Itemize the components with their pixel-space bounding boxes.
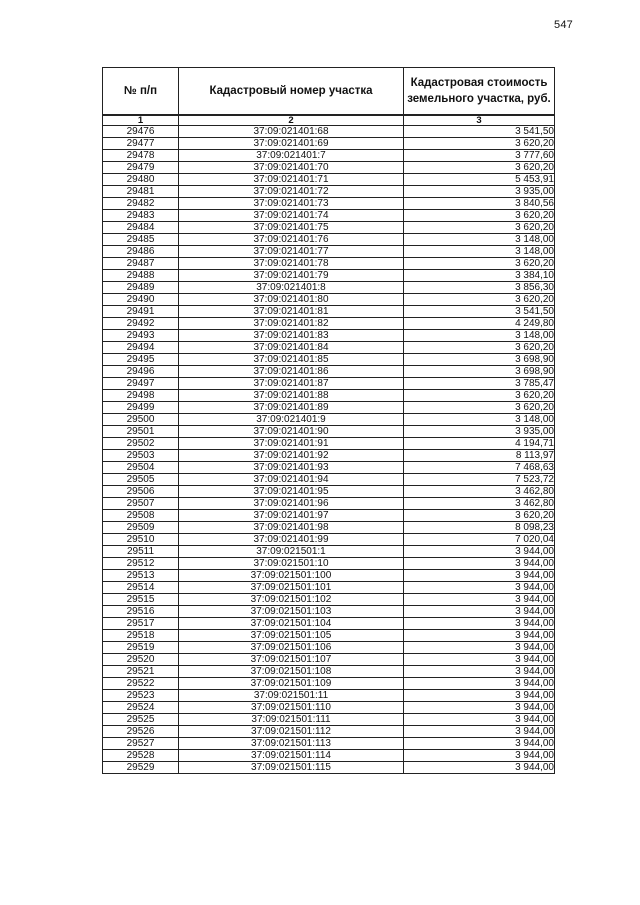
cadastral-table — [102, 67, 555, 774]
table-row — [103, 726, 555, 738]
table-row — [103, 330, 555, 342]
cadastral-number-cell: 37:09:021401:72 — [179, 186, 404, 198]
cadastral-number-cell: 37:09:021401:71 — [179, 174, 404, 186]
cadastral-number-cell: 37:09:021501:113 — [179, 738, 404, 750]
row-number-cell: 29489 — [103, 282, 179, 294]
row-number-cell: 29527 — [103, 738, 179, 750]
cadastral-value-cell: 3 840,56 — [404, 198, 555, 210]
header-cadastral-value: Кадастровая стоимость земельного участка, руб. — [404, 68, 555, 116]
table-header-row — [103, 68, 555, 116]
cadastral-value-cell: 3 777,60 — [404, 150, 555, 162]
table-row — [103, 402, 555, 414]
cadastral-value-cell: 3 944,00 — [404, 570, 555, 582]
row-number-cell: 29477 — [103, 138, 179, 150]
table-row — [103, 462, 555, 474]
cadastral-value-cell: 3 620,20 — [404, 342, 555, 354]
cadastral-number-cell: 37:09:021501:104 — [179, 618, 404, 630]
row-number-cell: 29505 — [103, 474, 179, 486]
table-row — [103, 378, 555, 390]
cadastral-number-cell: 37:09:021401:88 — [179, 390, 404, 402]
row-number-cell: 29529 — [103, 762, 179, 774]
cadastral-number-cell: 37:09:021401:77 — [179, 246, 404, 258]
row-number-cell: 29510 — [103, 534, 179, 546]
cadastral-value-cell: 3 944,00 — [404, 702, 555, 714]
cadastral-number-cell: 37:09:021401:80 — [179, 294, 404, 306]
table-row — [103, 714, 555, 726]
row-number-cell: 29514 — [103, 582, 179, 594]
table-row — [103, 150, 555, 162]
cadastral-value-cell: 3 944,00 — [404, 642, 555, 654]
table-row — [103, 678, 555, 690]
cadastral-value-cell: 3 620,20 — [404, 510, 555, 522]
row-number-cell: 29506 — [103, 486, 179, 498]
cadastral-value-cell: 3 148,00 — [404, 234, 555, 246]
row-number-cell: 29478 — [103, 150, 179, 162]
cadastral-value-cell: 3 944,00 — [404, 630, 555, 642]
table-row — [103, 486, 555, 498]
table-row — [103, 354, 555, 366]
table-row — [103, 222, 555, 234]
row-number-cell: 29494 — [103, 342, 179, 354]
cadastral-value-cell: 3 384,10 — [404, 270, 555, 282]
row-number-cell: 29520 — [103, 654, 179, 666]
cadastral-value-cell: 3 944,00 — [404, 654, 555, 666]
cadastral-value-cell: 3 944,00 — [404, 618, 555, 630]
cadastral-value-cell: 3 944,00 — [404, 714, 555, 726]
row-number-cell: 29519 — [103, 642, 179, 654]
table-row — [103, 258, 555, 270]
cadastral-value-cell: 3 944,00 — [404, 558, 555, 570]
row-number-cell: 29521 — [103, 666, 179, 678]
table-row — [103, 642, 555, 654]
cadastral-value-cell: 3 620,20 — [404, 210, 555, 222]
cadastral-number-cell: 37:09:021401:78 — [179, 258, 404, 270]
cadastral-number-cell: 37:09:021401:97 — [179, 510, 404, 522]
row-number-cell: 29497 — [103, 378, 179, 390]
row-number-cell: 29476 — [103, 126, 179, 138]
table-row — [103, 174, 555, 186]
row-number-cell: 29480 — [103, 174, 179, 186]
table-row — [103, 498, 555, 510]
cadastral-number-cell: 37:09:021501:114 — [179, 750, 404, 762]
cadastral-value-cell: 3 148,00 — [404, 414, 555, 426]
cadastral-value-cell: 7 020,04 — [404, 534, 555, 546]
table-row — [103, 510, 555, 522]
row-number-cell: 29523 — [103, 690, 179, 702]
cadastral-value-cell: 4 249,80 — [404, 318, 555, 330]
row-number-cell: 29482 — [103, 198, 179, 210]
table-row — [103, 594, 555, 606]
row-number-cell: 29500 — [103, 414, 179, 426]
cadastral-value-cell: 3 620,20 — [404, 162, 555, 174]
table-row — [103, 414, 555, 426]
cadastral-value-cell: 3 944,00 — [404, 750, 555, 762]
cadastral-value-cell: 3 148,00 — [404, 246, 555, 258]
row-number-cell: 29515 — [103, 594, 179, 606]
row-number-cell: 29512 — [103, 558, 179, 570]
cadastral-number-cell: 37:09:021401:7 — [179, 150, 404, 162]
row-number-cell: 29479 — [103, 162, 179, 174]
cadastral-number-cell: 37:09:021501:115 — [179, 762, 404, 774]
cadastral-number-cell: 37:09:021401:92 — [179, 450, 404, 462]
cadastral-number-cell: 37:09:021501:110 — [179, 702, 404, 714]
row-number-cell: 29498 — [103, 390, 179, 402]
table-row — [103, 606, 555, 618]
cadastral-value-cell: 3 944,00 — [404, 594, 555, 606]
table-row — [103, 162, 555, 174]
cadastral-value-cell: 3 944,00 — [404, 726, 555, 738]
cadastral-number-cell: 37:09:021401:82 — [179, 318, 404, 330]
row-number-cell: 29486 — [103, 246, 179, 258]
header-row-number: № п/п — [103, 68, 179, 116]
cadastral-number-cell: 37:09:021401:70 — [179, 162, 404, 174]
cadastral-number-cell: 37:09:021501:1 — [179, 546, 404, 558]
cadastral-number-cell: 37:09:021401:81 — [179, 306, 404, 318]
row-number-cell: 29528 — [103, 750, 179, 762]
cadastral-value-cell: 3 620,20 — [404, 222, 555, 234]
cadastral-number-cell: 37:09:021401:69 — [179, 138, 404, 150]
table-row — [103, 282, 555, 294]
cadastral-value-cell: 3 944,00 — [404, 738, 555, 750]
table-row — [103, 750, 555, 762]
row-number-cell: 29495 — [103, 354, 179, 366]
table-row — [103, 654, 555, 666]
column-number-2: 2 — [179, 115, 404, 126]
cadastral-number-cell: 37:09:021501:102 — [179, 594, 404, 606]
cadastral-number-cell: 37:09:021401:8 — [179, 282, 404, 294]
row-number-cell: 29522 — [103, 678, 179, 690]
cadastral-number-cell: 37:09:021401:85 — [179, 354, 404, 366]
table-row — [103, 342, 555, 354]
cadastral-value-cell: 8 113,97 — [404, 450, 555, 462]
cadastral-number-cell: 37:09:021501:109 — [179, 678, 404, 690]
cadastral-number-cell: 37:09:021401:84 — [179, 342, 404, 354]
table-row — [103, 762, 555, 774]
cadastral-value-cell: 8 098,23 — [404, 522, 555, 534]
cadastral-number-cell: 37:09:021501:106 — [179, 642, 404, 654]
row-number-cell: 29487 — [103, 258, 179, 270]
cadastral-value-cell: 3 935,00 — [404, 426, 555, 438]
cadastral-number-cell: 37:09:021501:108 — [179, 666, 404, 678]
cadastral-number-cell: 37:09:021401:93 — [179, 462, 404, 474]
cadastral-number-cell: 37:09:021401:87 — [179, 378, 404, 390]
page-number: 547 — [554, 19, 573, 31]
cadastral-value-cell: 3 620,20 — [404, 138, 555, 150]
cadastral-value-cell: 3 944,00 — [404, 762, 555, 774]
row-number-cell: 29496 — [103, 366, 179, 378]
cadastral-number-cell: 37:09:021401:68 — [179, 126, 404, 138]
cadastral-value-cell: 3 785,47 — [404, 378, 555, 390]
cadastral-number-cell: 37:09:021401:74 — [179, 210, 404, 222]
table-row — [103, 126, 555, 138]
cadastral-value-cell: 4 194,71 — [404, 438, 555, 450]
cadastral-value-cell: 3 698,90 — [404, 354, 555, 366]
cadastral-number-cell: 37:09:021401:89 — [179, 402, 404, 414]
row-number-cell: 29518 — [103, 630, 179, 642]
cadastral-number-cell: 37:09:021401:83 — [179, 330, 404, 342]
table-row — [103, 570, 555, 582]
table-row — [103, 738, 555, 750]
row-number-cell: 29490 — [103, 294, 179, 306]
row-number-cell: 29499 — [103, 402, 179, 414]
row-number-cell: 29511 — [103, 546, 179, 558]
table-row — [103, 210, 555, 222]
row-number-cell: 29493 — [103, 330, 179, 342]
cadastral-value-cell: 3 944,00 — [404, 606, 555, 618]
row-number-cell: 29502 — [103, 438, 179, 450]
table-row — [103, 186, 555, 198]
table-row — [103, 318, 555, 330]
table-body — [103, 126, 555, 774]
cadastral-number-cell: 37:09:021401:9 — [179, 414, 404, 426]
cadastral-number-cell: 37:09:021501:100 — [179, 570, 404, 582]
table-row — [103, 582, 555, 594]
row-number-cell: 29491 — [103, 306, 179, 318]
cadastral-value-cell: 3 698,90 — [404, 366, 555, 378]
cadastral-value-cell: 3 620,20 — [404, 390, 555, 402]
cadastral-number-cell: 37:09:021401:76 — [179, 234, 404, 246]
cadastral-number-cell: 37:09:021401:90 — [179, 426, 404, 438]
cadastral-value-cell: 3 944,00 — [404, 546, 555, 558]
cadastral-number-cell: 37:09:021401:75 — [179, 222, 404, 234]
table-row — [103, 234, 555, 246]
table-row — [103, 546, 555, 558]
cadastral-value-cell: 3 944,00 — [404, 666, 555, 678]
cadastral-value-cell: 3 541,50 — [404, 126, 555, 138]
table-row — [103, 198, 555, 210]
column-number-1: 1 — [103, 115, 179, 126]
cadastral-number-cell: 37:09:021401:91 — [179, 438, 404, 450]
table-row — [103, 534, 555, 546]
row-number-cell: 29525 — [103, 714, 179, 726]
cadastral-value-cell: 3 620,20 — [404, 402, 555, 414]
table-row — [103, 138, 555, 150]
cadastral-number-cell: 37:09:021501:101 — [179, 582, 404, 594]
cadastral-value-cell: 5 453,91 — [404, 174, 555, 186]
row-number-cell: 29484 — [103, 222, 179, 234]
table-row — [103, 474, 555, 486]
table-row — [103, 270, 555, 282]
table-row — [103, 558, 555, 570]
cadastral-value-cell: 3 462,80 — [404, 486, 555, 498]
table-row — [103, 630, 555, 642]
cadastral-value-cell: 3 944,00 — [404, 582, 555, 594]
cadastral-number-cell: 37:09:021401:95 — [179, 486, 404, 498]
cadastral-number-cell: 37:09:021401:86 — [179, 366, 404, 378]
column-number-3: 3 — [404, 115, 555, 126]
column-number-row — [103, 115, 555, 126]
table-row — [103, 702, 555, 714]
cadastral-number-cell: 37:09:021501:103 — [179, 606, 404, 618]
row-number-cell: 29524 — [103, 702, 179, 714]
row-number-cell: 29507 — [103, 498, 179, 510]
cadastral-number-cell: 37:09:021501:11 — [179, 690, 404, 702]
table-row — [103, 690, 555, 702]
cadastral-number-cell: 37:09:021401:99 — [179, 534, 404, 546]
table-row — [103, 450, 555, 462]
row-number-cell: 29508 — [103, 510, 179, 522]
table-row — [103, 390, 555, 402]
row-number-cell: 29509 — [103, 522, 179, 534]
cadastral-number-cell: 37:09:021501:105 — [179, 630, 404, 642]
row-number-cell: 29501 — [103, 426, 179, 438]
table-row — [103, 426, 555, 438]
cadastral-value-cell: 7 468,63 — [404, 462, 555, 474]
cadastral-value-cell: 3 148,00 — [404, 330, 555, 342]
row-number-cell: 29517 — [103, 618, 179, 630]
cadastral-number-cell: 37:09:021401:98 — [179, 522, 404, 534]
cadastral-value-cell: 3 462,80 — [404, 498, 555, 510]
table-row — [103, 294, 555, 306]
row-number-cell: 29513 — [103, 570, 179, 582]
cadastral-number-cell: 37:09:021501:112 — [179, 726, 404, 738]
cadastral-number-cell: 37:09:021401:94 — [179, 474, 404, 486]
row-number-cell: 29485 — [103, 234, 179, 246]
cadastral-number-cell: 37:09:021401:96 — [179, 498, 404, 510]
table-row — [103, 522, 555, 534]
table-row — [103, 306, 555, 318]
row-number-cell: 29503 — [103, 450, 179, 462]
cadastral-number-cell: 37:09:021501:111 — [179, 714, 404, 726]
table-row — [103, 438, 555, 450]
table-row — [103, 666, 555, 678]
cadastral-value-cell: 7 523,72 — [404, 474, 555, 486]
table-row — [103, 246, 555, 258]
table-row — [103, 618, 555, 630]
cadastral-value-cell: 3 620,20 — [404, 294, 555, 306]
row-number-cell: 29526 — [103, 726, 179, 738]
row-number-cell: 29492 — [103, 318, 179, 330]
row-number-cell: 29504 — [103, 462, 179, 474]
cadastral-value-cell: 3 935,00 — [404, 186, 555, 198]
cadastral-number-cell: 37:09:021501:107 — [179, 654, 404, 666]
row-number-cell: 29516 — [103, 606, 179, 618]
cadastral-number-cell: 37:09:021401:79 — [179, 270, 404, 282]
header-cadastral-number: Кадастровый номер участка — [179, 68, 404, 116]
cadastral-value-cell: 3 620,20 — [404, 258, 555, 270]
row-number-cell: 29481 — [103, 186, 179, 198]
cadastral-value-cell: 3 541,50 — [404, 306, 555, 318]
cadastral-number-cell: 37:09:021501:10 — [179, 558, 404, 570]
row-number-cell: 29483 — [103, 210, 179, 222]
cadastral-number-cell: 37:09:021401:73 — [179, 198, 404, 210]
cadastral-value-cell: 3 944,00 — [404, 690, 555, 702]
row-number-cell: 29488 — [103, 270, 179, 282]
table-row — [103, 366, 555, 378]
cadastral-value-cell: 3 944,00 — [404, 678, 555, 690]
cadastral-value-cell: 3 856,30 — [404, 282, 555, 294]
